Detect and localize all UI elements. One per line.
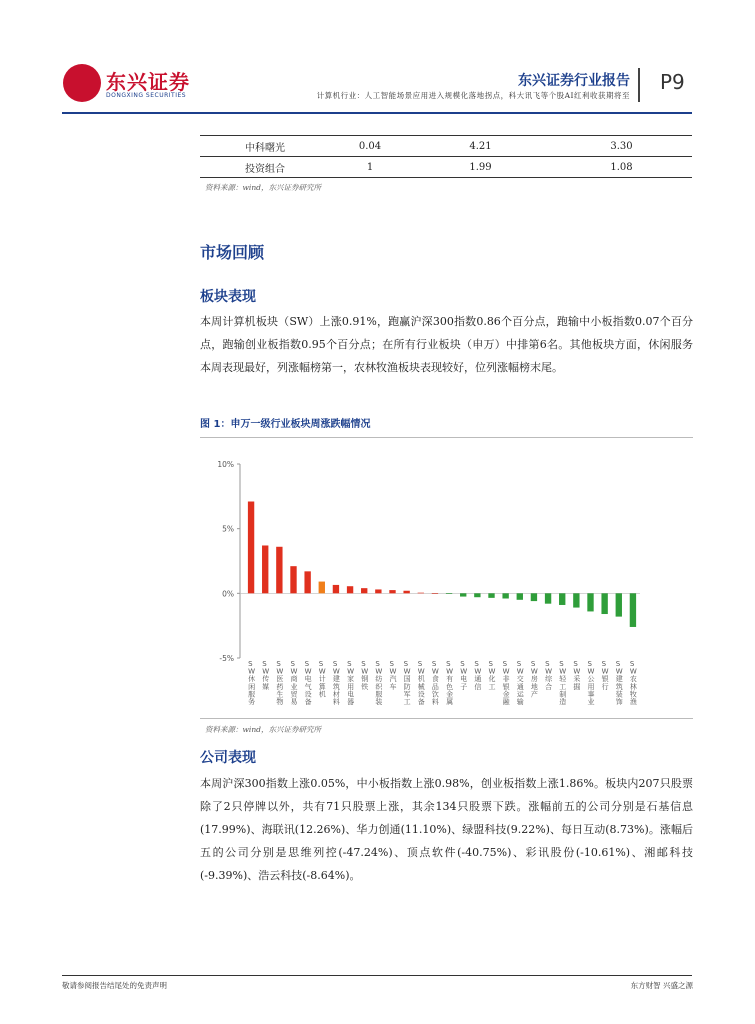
bar (446, 593, 452, 594)
bar (375, 589, 381, 593)
x-tick-label: S W 医药生物 (276, 660, 284, 706)
x-tick-label: S W 国防军工 (403, 660, 411, 706)
table-cell: 4.21 (410, 136, 551, 157)
x-tick-label: S W 纺织服装 (375, 660, 383, 706)
bar (248, 502, 254, 594)
bar (460, 593, 466, 596)
figure-rule-bottom (200, 718, 693, 719)
bar (502, 593, 508, 598)
table-cell: 投资组合 (200, 157, 330, 178)
section-title: 市场回顾 (200, 243, 265, 262)
table-cell: 3.30 (551, 136, 692, 157)
x-tick-label: S W 电子 (460, 660, 468, 691)
x-tick-label: S W 商业贸易 (290, 660, 298, 706)
report-subtitle: 计算机行业：人工智能场景应用进入规模化落地拐点，科大讯飞等个股AI红利收获期将至 (316, 91, 630, 100)
footer-disclaimer: 敬请参阅报告结尾处的免责声明 (62, 981, 167, 990)
figure-rule (200, 437, 693, 438)
bar (517, 593, 523, 599)
bar (333, 585, 339, 593)
sector-bar-chart (200, 440, 693, 715)
bar (290, 566, 296, 593)
bar (347, 586, 353, 593)
report-title: 东兴证券行业报告 (518, 73, 630, 89)
bar (262, 545, 268, 593)
x-tick-label: S W 传媒 (262, 660, 270, 691)
x-tick-label: S W 汽车 (389, 660, 397, 691)
y-tick-label: 10% (217, 460, 234, 469)
table-row (200, 157, 692, 178)
company-heading: 公司表现 (200, 750, 256, 766)
bar (389, 590, 395, 593)
x-tick-label: S W 通信 (474, 660, 482, 691)
bar (403, 591, 409, 594)
x-tick-label: S W 公用事业 (587, 660, 595, 706)
x-tick-label: S W 交通运输 (516, 660, 524, 706)
bar (304, 571, 310, 593)
table-cell: 1.08 (551, 157, 692, 178)
bar (276, 547, 282, 594)
portfolio-table (200, 135, 692, 178)
x-tick-label: S W 休闲服务 (248, 660, 256, 706)
bar (587, 593, 593, 611)
bar (418, 593, 424, 594)
footer-slogan: 东方财智 兴盛之源 (630, 981, 693, 990)
logo-mark (63, 64, 101, 102)
bar (630, 593, 636, 627)
x-tick-label: S W 家用电器 (347, 660, 355, 706)
table-row (200, 136, 692, 157)
logo-subtext: DONGXING SECURITIES (106, 92, 187, 99)
bar (616, 593, 622, 616)
y-tick-label: 0% (222, 589, 234, 599)
x-tick-label: S W 化工 (488, 660, 496, 691)
x-tick-label: S W 非银金融 (502, 660, 510, 706)
x-tick-label: S W 计算机 (318, 660, 326, 699)
company-paragraph: 本周沪深300指数上涨0.05%，中小板指数上涨0.98%，创业板指数上涨1.86%。板块内207只股票除了2只停牌以外，共有71只股票上涨，其余134只股票下跌。涨幅前五的公司分别是石基信息(17.99%)、海联讯(12.26%)、华力创通(11.10%)、绿盟科技(9.22%)、每日互动(8.73%)。涨幅后五的公司分别是思维列控(-47.24%)、顶点软件(-40.75%)、彩讯股份(-10.61%)、湘邮科技(-9.39%)、浩云科技(-8.64%)。 (200, 777, 693, 882)
bar (432, 593, 438, 594)
sector-heading: 板块表现 (200, 289, 256, 305)
x-tick-label: S W 银行 (601, 660, 609, 691)
header-rule (62, 112, 692, 114)
table-cell: 1.99 (410, 157, 551, 178)
figure-title: 图 1：申万一级行业板块周涨跌幅情况 (200, 419, 371, 430)
x-tick-label: S W 机械设备 (417, 660, 425, 706)
bar (319, 582, 325, 594)
x-tick-label: S W 房地产 (530, 660, 538, 699)
sector-paragraph: 本周计算机板块（SW）上涨0.91%，跑赢沪深300指数0.86个百分点，跑输中小板指数0.07个百分点，跑输创业板指数0.95个百分点；在所有行业板块（申万）中排第6名。其他板块方面，休闲服务本周表现最好，列涨幅榜第一，农林牧渔板块表现较好，位列涨幅榜末尾。 (200, 315, 693, 374)
bar (573, 593, 579, 607)
bar (545, 593, 551, 603)
bar (474, 593, 480, 597)
table-cell: 1 (330, 157, 410, 178)
header-divider (638, 68, 640, 102)
y-tick-label: -5% (219, 654, 234, 663)
y-tick-label: 5% (222, 524, 234, 534)
x-tick-label: S W 钢铁 (361, 660, 369, 691)
bar (531, 593, 537, 601)
x-tick-label: S W 建筑装饰 (615, 660, 623, 706)
x-tick-label: S W 食品饮料 (431, 660, 439, 706)
bar (361, 588, 367, 593)
x-tick-label: S W 综合 (545, 660, 553, 691)
x-tick-label: S W 电气设备 (304, 660, 312, 706)
x-tick-label: S W 采掘 (573, 660, 581, 691)
logo-text: 东兴证券 (106, 70, 190, 94)
figure-source: 资料来源：wind，东兴证券研究所 (205, 725, 321, 734)
x-tick-label: S W 农林牧渔 (629, 660, 637, 706)
bar (601, 593, 607, 614)
bar (488, 593, 494, 598)
table-cell: 0.04 (330, 136, 410, 157)
bar (559, 593, 565, 605)
footer-rule (62, 975, 692, 976)
table-cell: 中科曙光 (200, 136, 330, 157)
page-number: P9 (660, 70, 685, 94)
table-source: 资料来源：wind，东兴证券研究所 (205, 183, 321, 192)
x-tick-label: S W 有色金属 (446, 660, 454, 706)
x-tick-label: S W 建筑材料 (332, 660, 340, 706)
x-tick-label: S W 轻工制造 (559, 660, 567, 706)
